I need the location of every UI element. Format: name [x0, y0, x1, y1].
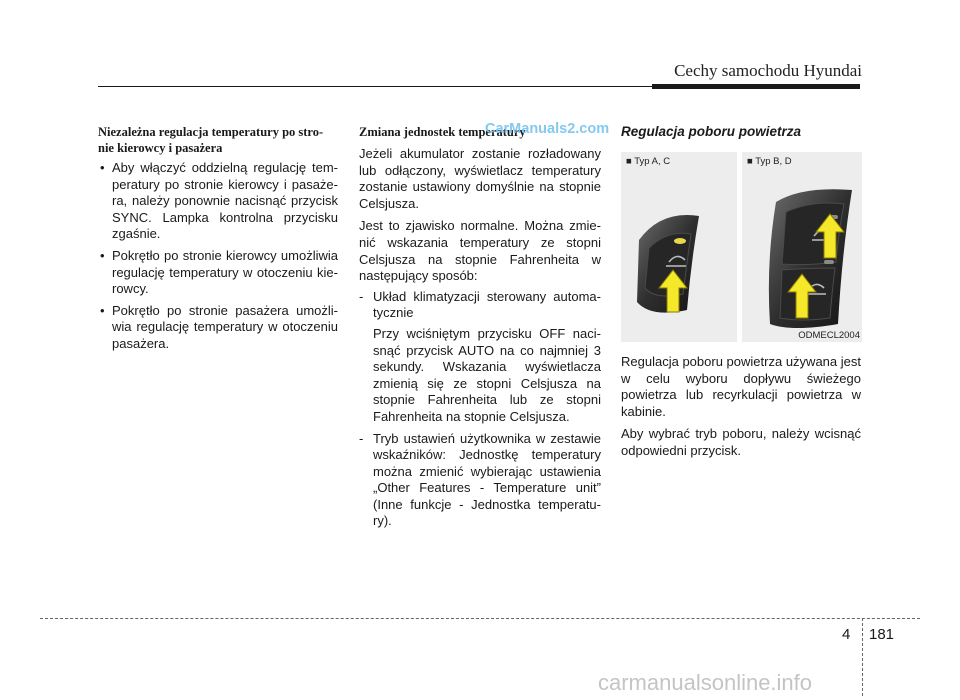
page-number: 181 — [869, 626, 895, 643]
column-right — [621, 124, 861, 140]
header-rule-accent — [652, 84, 860, 89]
list-item — [98, 248, 338, 298]
dash-list — [359, 289, 601, 530]
footer-divider — [862, 618, 863, 696]
figure-panel-type-a-c — [621, 152, 737, 342]
list-item-text: Aby włączyć oddzielną regulację tem-peratury po stronie kierowcy i pasaże-ra, należy ponownie nacisnąć przycisk SYNC. Lampka kontrolna przycisku zgaśnie. — [112, 160, 338, 242]
list-item-text: Tryb ustawień użytkownika w zestawie wskaźników: Jednostkę temperatury można zmienić wybierając ustawienia „Other Features - Temperature unit” (Inne funkcje - Jednostka temperatu-ry). — [373, 430, 601, 529]
list-item-text: Pokrętło po stronie pasażera umożli-wia regulację temperatury w otoczeniu pasażera. — [112, 302, 338, 351]
paragraph: Aby wybrać tryb poboru, należy wcisnąć odpowiedni przycisk. — [621, 426, 861, 458]
bullet-marker: • — [100, 302, 105, 318]
indicator-light — [824, 260, 834, 264]
list-item-subtext: Przy wciśniętym przycisku OFF naci-snąć przycisk AUTO na co najmniej 3 sekundy. Wskazania wyświetlacza zmienią się ze stopni Celsjusza na stopnie Fahrenheita lub ze stopni Fahrenheita na stopnie Celsjusza. — [373, 325, 601, 424]
button-illustration-a — [621, 152, 737, 342]
bullet-marker: • — [100, 160, 105, 175]
dash-marker: - — [359, 288, 364, 304]
figure-code: ODMECL2004 — [798, 330, 860, 341]
footer-rule — [40, 618, 920, 619]
dash-marker: - — [359, 430, 364, 446]
air-intake-figure — [621, 152, 862, 342]
section-heading-temp-units: Zmiana jednostek temperatury — [359, 125, 526, 139]
list-item-text: Pokrętło po stronie kierowcy umożliwia regulację temperatury w otoczeniu kie-rowcy. — [112, 247, 338, 297]
list-item-text: Układ klimatyzacji sterowany automa-tycznie — [373, 288, 601, 321]
watermark-top: CarManuals2.com — [485, 121, 610, 137]
column-right-body — [621, 354, 861, 460]
column-middle — [359, 124, 601, 535]
heading-line: nie kierowcy i pasażera — [98, 141, 223, 155]
bullet-marker: • — [100, 247, 105, 263]
watermark-bottom: carmanualsonline.info — [598, 670, 813, 695]
figure-label: ■ Typ B, D — [747, 156, 792, 167]
button-illustration-b — [742, 152, 862, 342]
list-item — [98, 303, 338, 353]
list-item — [98, 160, 338, 243]
heading-line: Niezależna regulacja temperatury po stro- — [98, 125, 324, 139]
section-heading-air-intake: Regulacja poboru powietrza — [621, 124, 802, 139]
figure-panel-type-b-d — [742, 152, 862, 342]
indicator-light — [674, 238, 686, 244]
figure-label: ■ Typ A, C — [626, 156, 671, 167]
column-left — [98, 124, 338, 358]
section-heading-independent-temp — [98, 124, 338, 156]
list-item — [359, 289, 601, 426]
chapter-number: 4 — [842, 626, 851, 643]
list-item — [359, 431, 601, 531]
bullet-list — [98, 160, 338, 353]
paragraph: Jeżeli akumulator zostanie rozładowany lub odłączony, wyświetlacz temperatury zostanie ustawiony domyślnie na stopnie Celsjusza. — [359, 146, 601, 211]
paragraph: Jest to zjawisko normalne. Można zmie-nić wskazania temperatury ze stopni Celsjusza na stopnie Fahrenheita w następujący sposób: — [359, 218, 601, 284]
running-header-title: Cechy samochodu Hyundai — [674, 61, 862, 80]
paragraph: Regulacja poboru powietrza używana jest w celu wyboru dopływu świeżego powietrza lub recyrkulacji powietrza w kabinie. — [621, 354, 861, 419]
